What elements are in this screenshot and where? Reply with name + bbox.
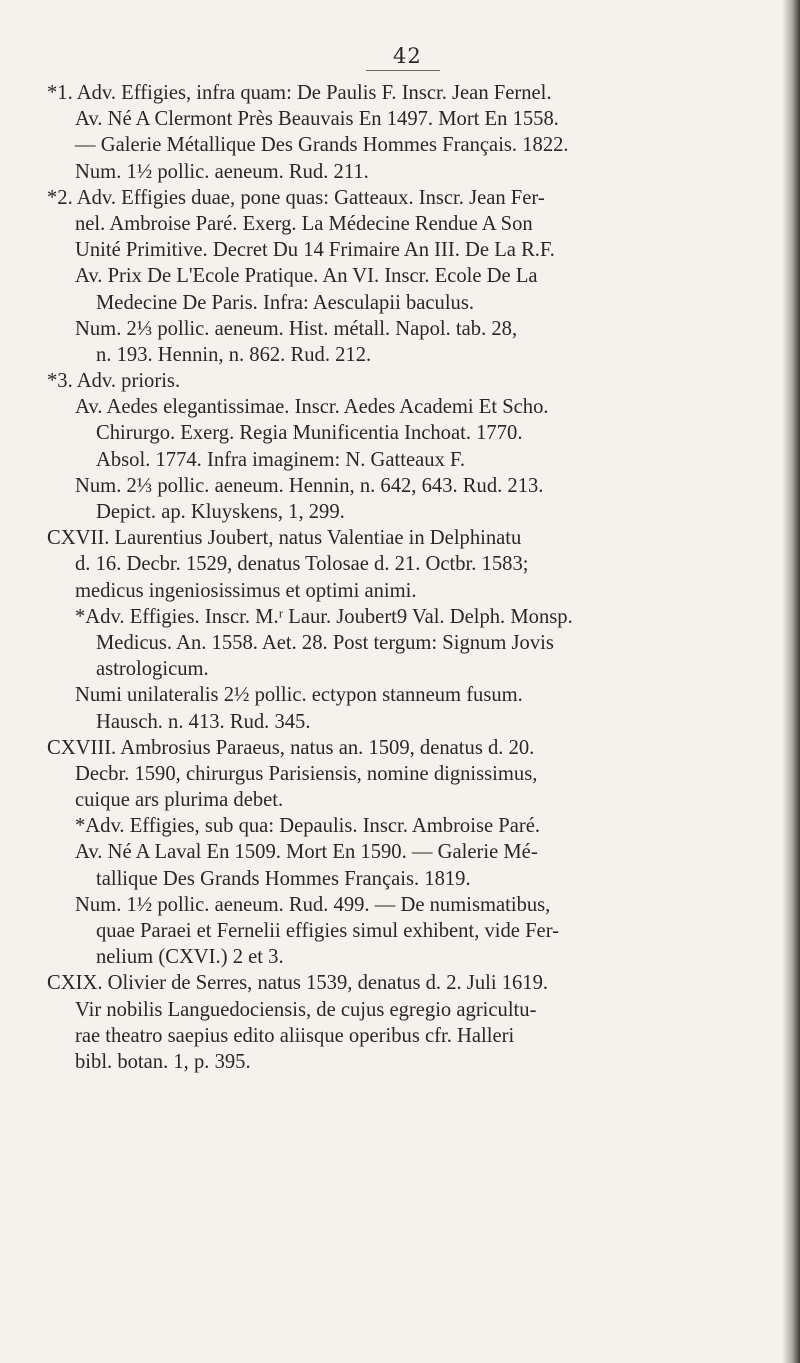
- text-line: Hausch. n. 413. Rud. 345.: [96, 710, 311, 733]
- text-line: medicus ingeniosissimus et optimi animi.: [75, 579, 417, 602]
- page-edge-shadow: [782, 0, 800, 1363]
- text-line: CXVIII. Ambrosius Paraeus, natus an. 1509, denatus d. 20.: [47, 736, 535, 759]
- text-line: Absol. 1774. Infra imaginem: N. Gatteaux F.: [96, 448, 465, 471]
- text-line: Num. 2⅓ pollic. aeneum. Hist. métall. Napol. tab. 28,: [75, 317, 518, 340]
- text-line: Num. 1½ pollic. aeneum. Rud. 211.: [75, 160, 369, 183]
- text-line: Av. Né A Clermont Près Beauvais En 1497. Mort En 1558.: [75, 108, 559, 131]
- text-line: Av. Aedes elegantissimae. Inscr. Aedes Academi Et Scho.: [75, 396, 549, 419]
- page-number-rule: [366, 70, 440, 71]
- text-line: Medecine De Paris. Infra: Aesculapii baculus.: [96, 291, 474, 314]
- text-line: Numi unilateralis 2½ pollic. ectypon stanneum fusum.: [75, 684, 523, 707]
- text-line: d. 16. Decbr. 1529, denatus Tolosae d. 21. Octbr. 1583;: [75, 553, 529, 576]
- text-line: CXIX. Olivier de Serres, natus 1539, denatus d. 2. Juli 1619.: [47, 972, 549, 995]
- text-line: tallique Des Grands Hommes Français. 1819.: [96, 867, 471, 890]
- page-number: 42: [393, 44, 422, 68]
- text-line: quae Paraei et Fernelii effigies simul exhibent, vide Fer-: [96, 920, 559, 942]
- text-line: Av. Prix De L'Ecole Pratique. An VI. Inscr. Ecole De La: [75, 265, 538, 288]
- text-line: Decbr. 1590, chirurgus Parisiensis, nomine dignissimus,: [75, 762, 538, 785]
- text-line: cuique ars plurima debet.: [75, 789, 284, 812]
- text-line: — Galerie Métallique Des Grands Hommes Français. 1822.: [75, 134, 569, 157]
- text-line: Medicus. An. 1558. Aet. 28. Post tergum: Signum Jovis: [96, 631, 554, 654]
- text-line: Unité Primitive. Decret Du 14 Frimaire An III. De La R.F.: [75, 239, 555, 262]
- text-line: *Adv. Effigies, sub qua: Depaulis. Inscr. Ambroise Paré.: [75, 815, 540, 838]
- text-line: *2. Adv. Effigies duae, pone quas: Gatteaux. Inscr. Jean Fer-: [47, 186, 545, 209]
- text-line: CXVII. Laurentius Joubert, natus Valentiae in Delphinatu: [47, 527, 522, 550]
- text-line: Num. 1½ pollic. aeneum. Rud. 499. — De numismatibus,: [75, 893, 551, 916]
- text-line: astrologicum.: [96, 658, 209, 681]
- text-line: rae theatro saepius edito aliisque operibus cfr. Halleri: [75, 1024, 515, 1047]
- text-line: Depict. ap. Kluyskens, 1, 299.: [96, 501, 345, 523]
- text-line: Vir nobilis Languedociensis, de cujus egregio agricultu-: [75, 998, 537, 1021]
- text-line: nelium (CXVI.) 2 et 3.: [96, 946, 284, 969]
- text-line: *1. Adv. Effigies, infra quam: De Paulis F. Inscr. Jean Fernel.: [47, 82, 552, 104]
- text-line: Num. 2⅓ pollic. aeneum. Hennin, n. 642, 643. Rud. 213.: [75, 474, 544, 497]
- text-line: *Adv. Effigies. Inscr. M.ʳ Laur. Joubert9 Val. Delph. Monsp.: [75, 605, 573, 628]
- catalog-text: [47, 80, 775, 1075]
- text-line: Av. Né A Laval En 1509. Mort En 1590. — Galerie Mé-: [75, 841, 538, 864]
- text-line: Chirurgo. Exerg. Regia Munificentia Inchoat. 1770.: [96, 422, 523, 445]
- text-line: bibl. botan. 1, p. 395.: [75, 1050, 251, 1073]
- text-line: *3. Adv. prioris.: [47, 370, 181, 393]
- text-line: n. 193. Hennin, n. 862. Rud. 212.: [96, 343, 372, 366]
- text-line: nel. Ambroise Paré. Exerg. La Médecine Rendue A Son: [75, 212, 533, 235]
